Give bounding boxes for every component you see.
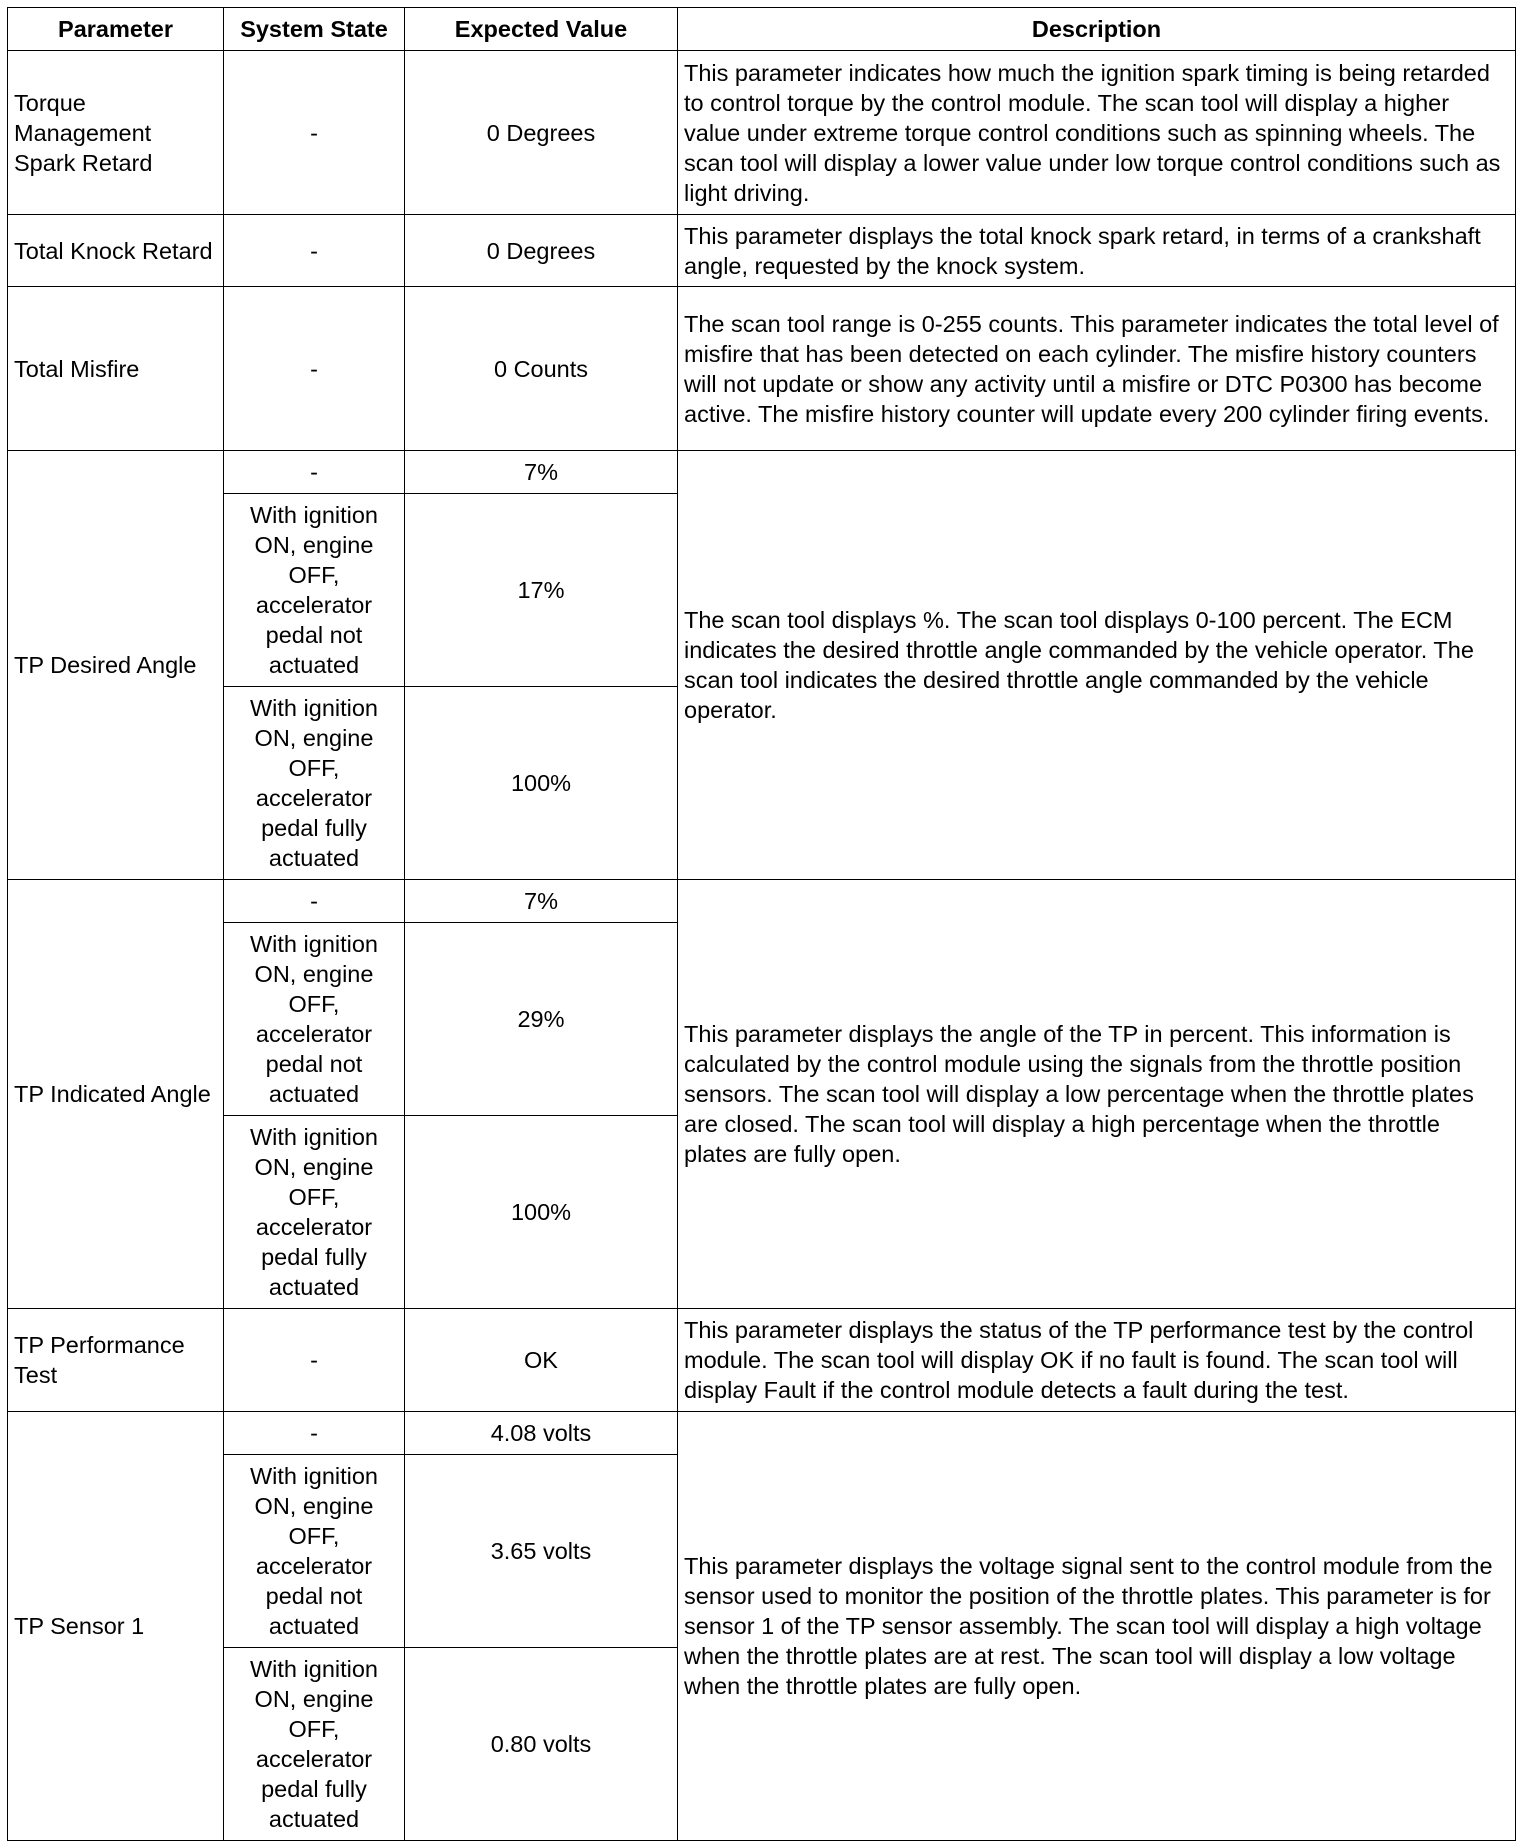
system-state-cell: With ignition ON, engine OFF, accelerator pedal not actuated: [224, 923, 405, 1116]
expected-value-cell: 0 Counts: [405, 287, 678, 451]
parameter-cell: TP Desired Angle: [8, 451, 224, 880]
expected-value-cell: 0.80 volts: [405, 1648, 678, 1841]
expected-value-cell: 29%: [405, 923, 678, 1116]
expected-value-cell: 3.65 volts: [405, 1455, 678, 1648]
system-state-cell: -: [224, 1412, 405, 1455]
expected-value-cell: 0 Degrees: [405, 51, 678, 215]
parameter-table: [7, 7, 1516, 1841]
system-state-cell: -: [224, 215, 405, 287]
parameter-cell: Torque Management Spark Retard: [8, 51, 224, 215]
header-expected-value: Expected Value: [405, 8, 678, 51]
description-cell: This parameter displays the angle of the TP in percent. This information is calculated by the control module using the signals from the throttle position sensors. The scan tool will display a low percentage when the throttle plates are closed. The scan tool will display a high percentage when the throttle plates are fully open.: [678, 880, 1516, 1309]
expected-value-cell: 100%: [405, 1116, 678, 1309]
expected-value-cell: 7%: [405, 880, 678, 923]
header-description: Description: [678, 8, 1516, 51]
table-row: [8, 51, 1516, 215]
description-cell: This parameter displays the voltage signal sent to the control module from the sensor used to monitor the position of the throttle plates. This parameter is for sensor 1 of the TP sensor assembly. The scan tool will display a high voltage when the throttle plates are at rest. The scan tool will display a low voltage when the throttle plates are fully open.: [678, 1412, 1516, 1841]
description-cell: The scan tool range is 0-255 counts. This parameter indicates the total level of misfire that has been detected on each cylinder. The misfire history counters will not update or show any activity until a misfire or DTC P0300 has become active. The misfire history counter will update every 200 cylinder firing events.: [678, 287, 1516, 451]
system-state-cell: -: [224, 287, 405, 451]
parameter-cell: TP Sensor 1: [8, 1412, 224, 1841]
table-row: [8, 451, 1516, 494]
table-row: [8, 1412, 1516, 1455]
parameter-cell: TP Performance Test: [8, 1309, 224, 1412]
expected-value-cell: 4.08 volts: [405, 1412, 678, 1455]
description-cell: This parameter displays the status of the TP performance test by the control module. The scan tool will display OK if no fault is found. The scan tool will display Fault if the control module detects a fault during the test.: [678, 1309, 1516, 1412]
table-row: [8, 1309, 1516, 1412]
system-state-cell: With ignition ON, engine OFF, accelerator pedal fully actuated: [224, 1116, 405, 1309]
system-state-cell: -: [224, 451, 405, 494]
description-cell: This parameter indicates how much the ignition spark timing is being retarded to control torque by the control module. The scan tool will display a higher value under extreme torque control conditions such as spinning wheels. The scan tool will display a lower value under low torque control conditions such as light driving.: [678, 51, 1516, 215]
table-row: [8, 215, 1516, 287]
system-state-cell: -: [224, 1309, 405, 1412]
header-row: [8, 8, 1516, 51]
description-cell: This parameter displays the total knock spark retard, in terms of a crankshaft angle, requested by the knock system.: [678, 215, 1516, 287]
expected-value-cell: OK: [405, 1309, 678, 1412]
table-row: [8, 880, 1516, 923]
expected-value-cell: 0 Degrees: [405, 215, 678, 287]
table-row: [8, 287, 1516, 451]
system-state-cell: -: [224, 51, 405, 215]
parameter-cell: TP Indicated Angle: [8, 880, 224, 1309]
header-parameter: Parameter: [8, 8, 224, 51]
expected-value-cell: 17%: [405, 494, 678, 687]
header-system-state: System State: [224, 8, 405, 51]
expected-value-cell: 7%: [405, 451, 678, 494]
system-state-cell: With ignition ON, engine OFF, accelerator pedal fully actuated: [224, 687, 405, 880]
parameter-cell: Total Knock Retard: [8, 215, 224, 287]
system-state-cell: -: [224, 880, 405, 923]
expected-value-cell: 100%: [405, 687, 678, 880]
parameter-cell: Total Misfire: [8, 287, 224, 451]
system-state-cell: With ignition ON, engine OFF, accelerator pedal fully actuated: [224, 1648, 405, 1841]
system-state-cell: With ignition ON, engine OFF, accelerator pedal not actuated: [224, 494, 405, 687]
system-state-cell: With ignition ON, engine OFF, accelerator pedal not actuated: [224, 1455, 405, 1648]
description-cell: The scan tool displays %. The scan tool displays 0-100 percent. The ECM indicates the desired throttle angle commanded by the vehicle operator. The scan tool indicates the desired throttle angle commanded by the vehicle operator.: [678, 451, 1516, 880]
